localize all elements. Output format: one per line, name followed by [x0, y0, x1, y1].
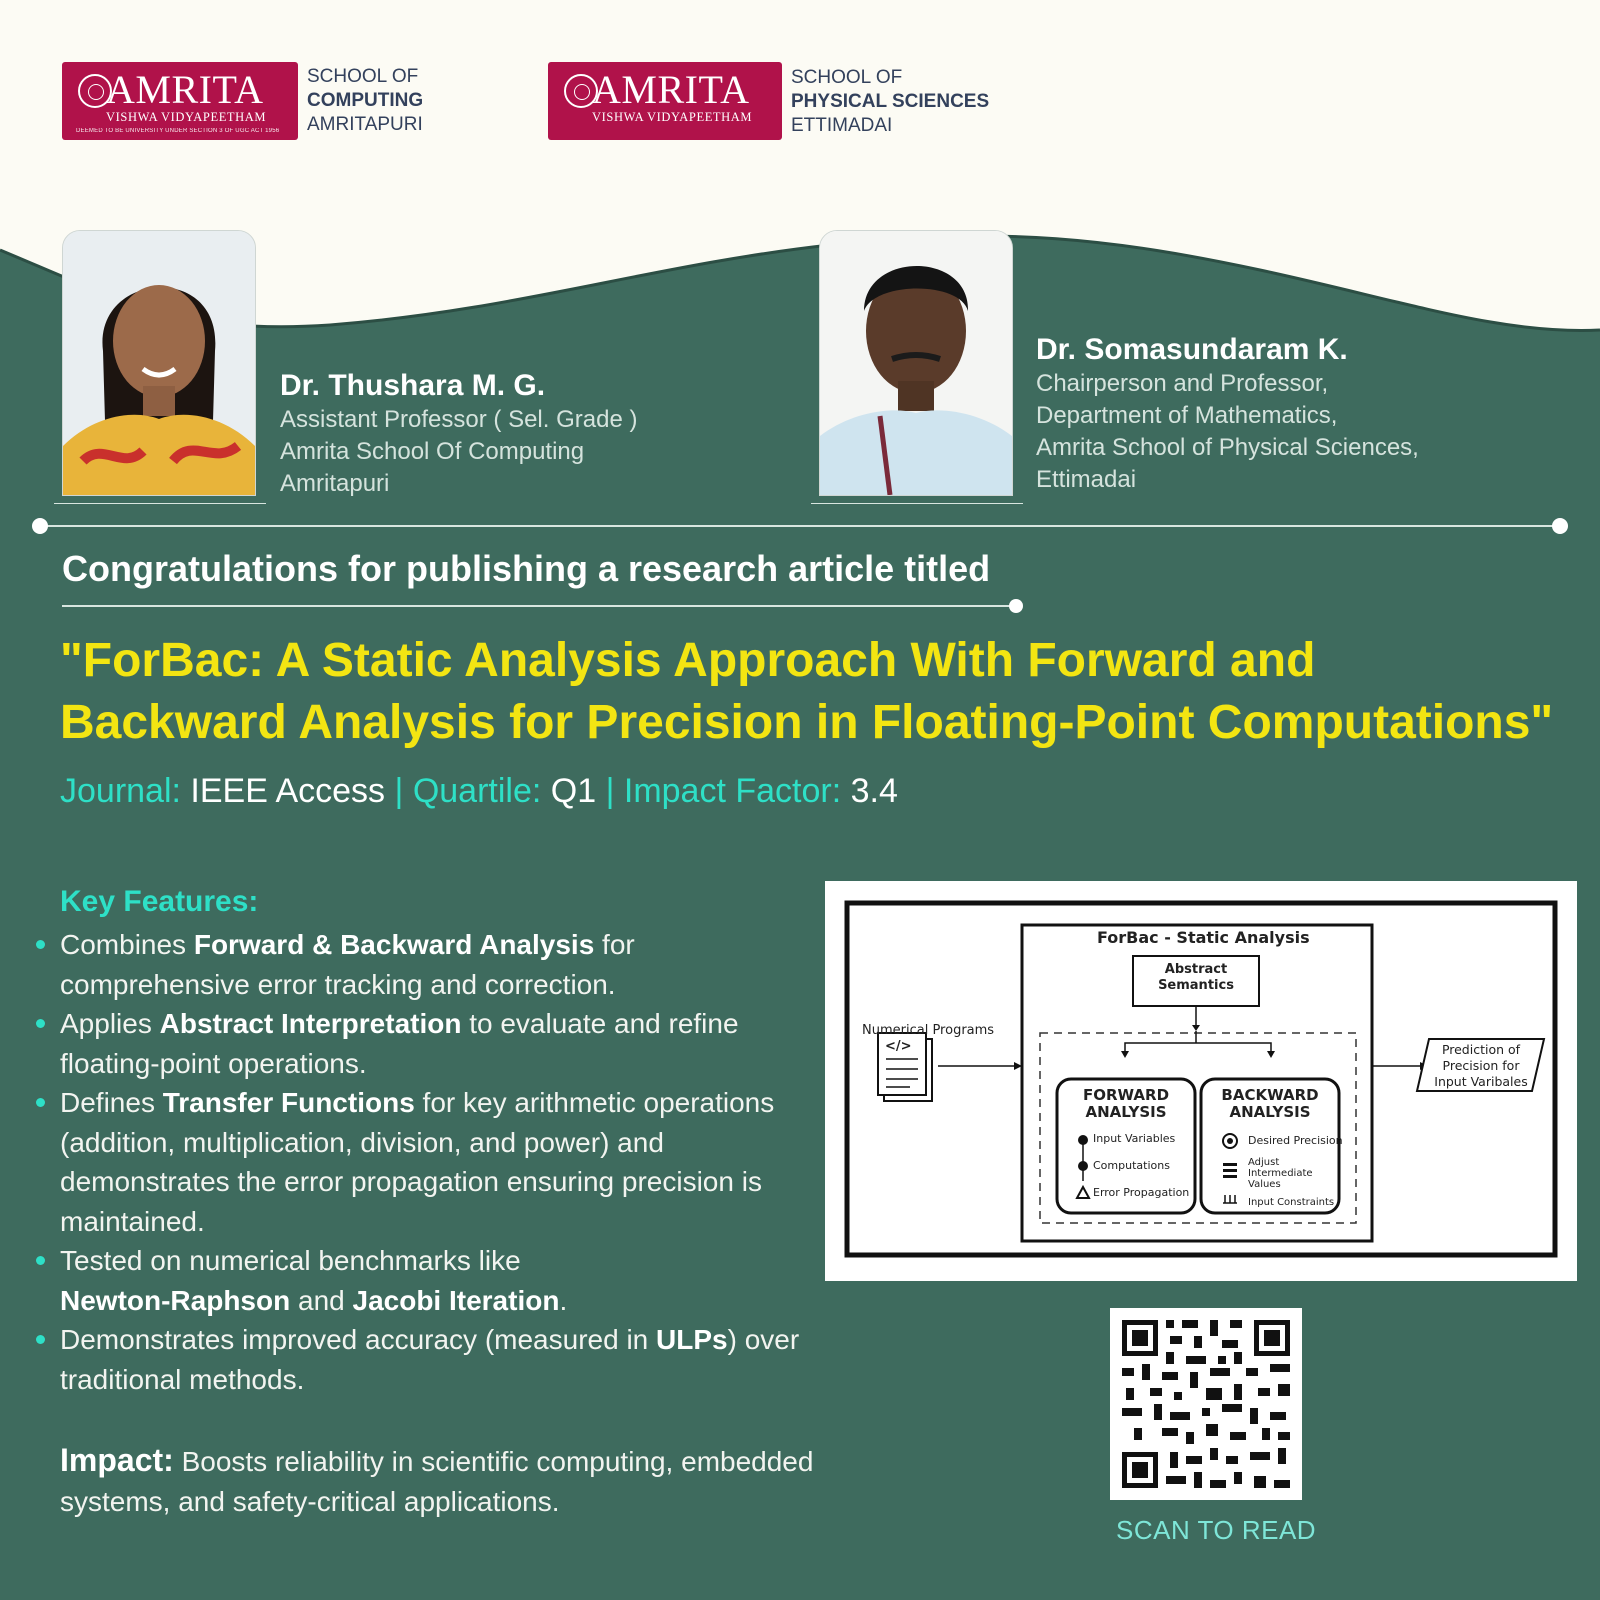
forward-analysis-title: [1057, 1087, 1195, 1121]
school-line: PHYSICAL SCIENCES: [791, 91, 990, 112]
logo-subtitle: VISHWA VIDYAPEETHAM: [592, 110, 753, 124]
backward-subline: Values: [1248, 1179, 1281, 1190]
impact-factor-label: Impact Factor:: [623, 772, 842, 810]
logo-wordmark: AMRITA: [106, 67, 264, 112]
logo-tagline: DEEMED TO BE UNIVERSITY UNDER SECTION 3 OF UGC ACT 1956: [76, 128, 280, 134]
text: and: [290, 1284, 353, 1316]
prof-1-name: Dr. Thushara M. G.: [280, 369, 546, 402]
school-physical-sciences: [791, 66, 989, 138]
school-line: SCHOOL OF: [307, 66, 419, 87]
forward-item: Error Propagation: [1093, 1186, 1190, 1199]
journal-value: IEEE Access: [190, 772, 386, 810]
qr-code-icon: [1110, 1308, 1302, 1500]
list-item: [60, 1241, 820, 1320]
portrait-man-icon: [820, 231, 1012, 495]
output-line: Precision for: [1442, 1058, 1520, 1073]
impact-factor-value: 3.4: [850, 772, 898, 810]
article-title-line: Backward Analysis for Precision in Floating-Point Computations": [60, 696, 1554, 749]
list-item: [60, 1320, 820, 1399]
logo-wordmark: AMRITA: [592, 67, 750, 112]
bold-text: ULPs: [656, 1324, 728, 1355]
abstract-line: Abstract: [1164, 962, 1228, 977]
backward-item: Input Constraints: [1248, 1197, 1335, 1208]
text: ) over traditional methods.: [60, 1324, 800, 1395]
backward-subline: Adjust: [1248, 1157, 1280, 1168]
list-item: [60, 1083, 820, 1241]
key-features-list: [60, 925, 820, 1399]
prof-2-dept: Department of Mathematics,: [1036, 402, 1338, 429]
forward-item: Input Variables: [1093, 1132, 1176, 1145]
backward-subline: Intermediate: [1248, 1168, 1313, 1179]
amrita-logo-computing: [62, 62, 298, 140]
prediction-output: [1421, 1042, 1541, 1090]
key-features-heading: Key Features:: [60, 885, 259, 918]
bullet-dot-icon: [36, 940, 45, 949]
title-line: ANALYSIS: [1085, 1103, 1167, 1121]
portrait-woman-icon: [63, 231, 255, 495]
article-title: [60, 630, 1553, 754]
backward-item: [1248, 1157, 1313, 1190]
bullet-dot-icon: [36, 1098, 45, 1107]
text: .: [559, 1284, 568, 1316]
backward-analysis-title: [1201, 1087, 1339, 1121]
bold-text: Newton-Raphson: [60, 1284, 291, 1316]
abstract-line: Semantics: [1158, 978, 1234, 993]
text: Demonstrates improved accuracy (measured in: [60, 1324, 657, 1355]
qr-code[interactable]: [1110, 1308, 1302, 1500]
prof-2-campus: Ettimadai: [1036, 466, 1137, 493]
quartile-label: Quartile:: [412, 772, 542, 810]
prof-1-school: Amrita School Of Computing: [280, 438, 585, 465]
photo-underline: [811, 503, 1023, 504]
prof-1-campus: Amritapuri: [280, 470, 390, 497]
text: Applies: [60, 1008, 160, 1039]
bold-text: Forward & Backward Analysis: [193, 929, 595, 960]
congrats-heading: Congratulations for publishing a research article titled: [62, 548, 991, 589]
abstract-semantics-box: [1133, 962, 1259, 994]
list-item: [60, 925, 820, 1004]
school-line: COMPUTING: [307, 90, 424, 111]
forward-item: Computations: [1093, 1159, 1170, 1172]
title-line: ANALYSIS: [1229, 1103, 1311, 1121]
bullet-dot-icon: [36, 1256, 45, 1265]
photo-somasundaram: [819, 230, 1013, 496]
bullet-dot-icon: [36, 1335, 45, 1344]
numerical-programs-label: Numerical Programs: [862, 1023, 995, 1038]
text: Defines: [60, 1087, 163, 1118]
prof-2-school: Amrita School of Physical Sciences,: [1036, 434, 1419, 461]
bold-text: Jacobi Iteration: [352, 1284, 560, 1316]
title-line: FORWARD: [1082, 1086, 1170, 1104]
article-title-line: "ForBac: A Static Analysis Approach With Forward and: [60, 634, 1316, 687]
journal-label: Journal:: [60, 772, 181, 810]
meta-separator: |: [605, 772, 615, 810]
impact-statement: [60, 1440, 820, 1522]
title-line: BACKWARD: [1221, 1086, 1319, 1104]
photo-thushara: [62, 230, 256, 496]
impact-text: Boosts reliability in scientific computing, embedded systems, and safety-critical applications.: [60, 1446, 814, 1517]
text: Tested on numerical benchmarks like: [60, 1245, 521, 1276]
prof-2-name: Dr. Somasundaram K.: [1036, 333, 1348, 366]
bullet-dot-icon: [36, 1019, 45, 1028]
school-line: ETTIMADAI: [791, 115, 893, 136]
prof-1-title: Assistant Professor ( Sel. Grade ): [280, 406, 638, 433]
school-line: AMRITAPURI: [307, 114, 423, 135]
school-computing: [307, 65, 423, 137]
forbac-diagram: [825, 881, 1577, 1281]
backward-item: Desired Precision: [1248, 1134, 1343, 1147]
quartile-value: Q1: [550, 772, 597, 810]
meta-separator: |: [394, 772, 404, 810]
photo-underline: [54, 503, 266, 504]
bold-text: Transfer Functions: [162, 1087, 415, 1118]
text: to evaluate and refine floating-point operations.: [60, 1008, 739, 1079]
prof-2-title: Chairperson and Professor,: [1036, 370, 1329, 397]
text: for key arithmetic operations (addition, multiplication, division, and power) and demonstrates the error propagation ensuring precision is maintained.: [60, 1087, 775, 1237]
list-item: [60, 1004, 820, 1083]
code-icon: </>: [885, 1039, 912, 1054]
text: Combines: [60, 929, 194, 960]
journal-meta: [60, 772, 898, 811]
amrita-logo-physical-sciences: [548, 62, 782, 140]
scan-to-read-label: SCAN TO READ: [1116, 1515, 1317, 1545]
impact-label: Impact:: [60, 1442, 174, 1478]
logo-subtitle: VISHWA VIDYAPEETHAM: [106, 110, 267, 124]
bold-text: Abstract Interpretation: [159, 1008, 462, 1039]
output-line: Prediction of: [1441, 1042, 1521, 1057]
school-line: SCHOOL OF: [791, 67, 903, 88]
diagram-title: ForBac - Static Analysis: [1097, 928, 1310, 947]
output-line: Input Varibales: [1434, 1074, 1528, 1089]
text: for comprehensive error tracking and correction.: [60, 929, 635, 1000]
